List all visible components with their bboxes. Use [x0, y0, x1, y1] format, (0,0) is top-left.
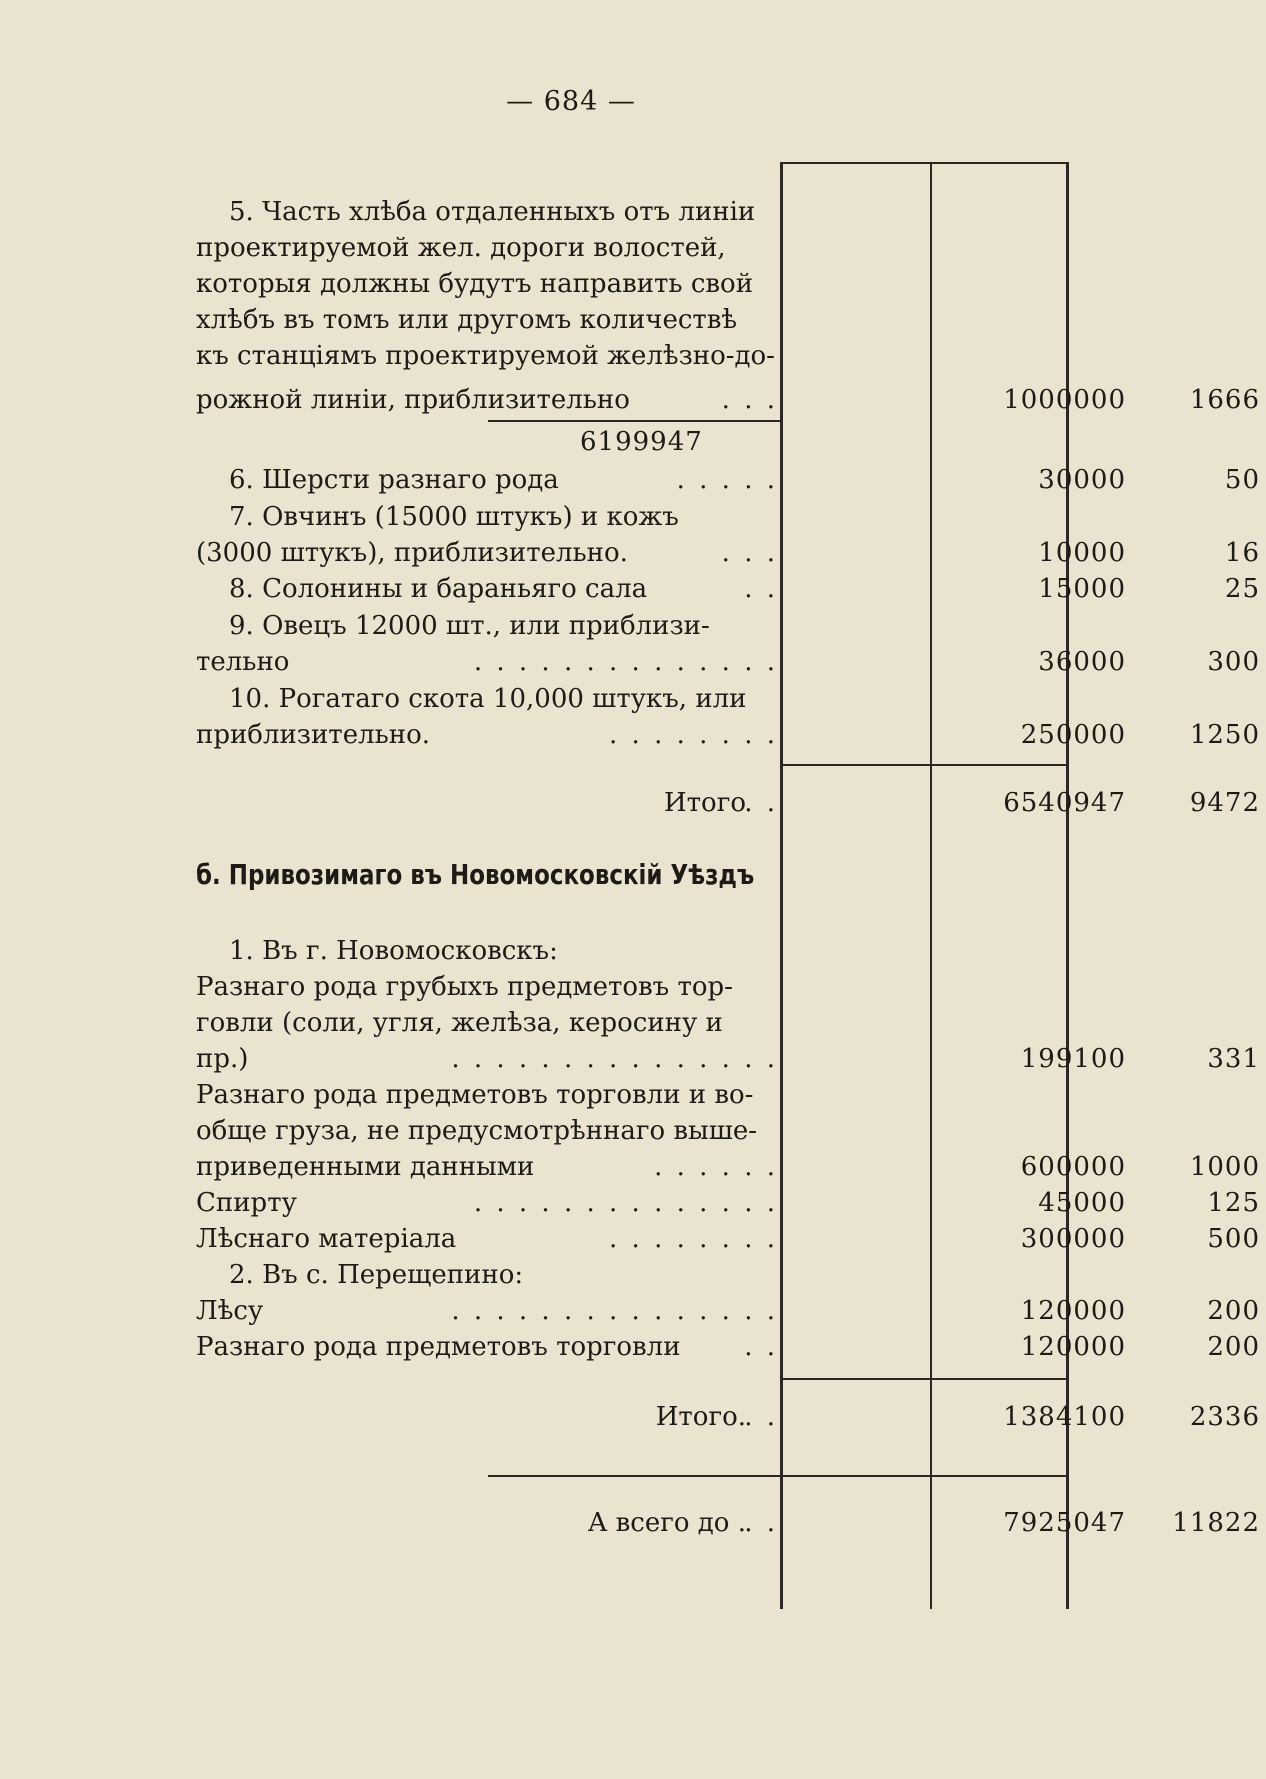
table-row	[196, 681, 1266, 717]
subtotal-carry: 6199947	[580, 427, 703, 457]
subtotal-carry-row	[196, 424, 1266, 460]
page-number: — 684 —	[506, 86, 636, 117]
leader-dots: . . . . . . . . . . . . . .	[473, 647, 778, 677]
row-text: 7. Овчинъ (15000 штукъ) и кожъ	[229, 502, 679, 532]
value-col1: 120000	[1020, 1332, 1126, 1362]
table-row	[196, 462, 1266, 498]
row-text: 1. Въ г. Новомосковскъ:	[229, 936, 558, 966]
grand-total-value-col2: 11822	[1172, 1508, 1260, 1538]
table-row	[196, 1077, 1266, 1113]
table-row	[196, 194, 1266, 230]
leader-dots: . . . . . . . .	[609, 1224, 778, 1254]
table-row	[196, 1113, 1266, 1149]
value-col1: 600000	[1020, 1152, 1126, 1182]
row-text: приблизительно.	[196, 720, 430, 750]
row-text: 9. Овецъ 12000 шт., или приблизи-	[229, 611, 710, 641]
row-text: Разнаго рода грубыхъ предметовъ тор-	[196, 972, 733, 1002]
row-text: обще груза, не предусмотрѣннаго выше-	[196, 1116, 758, 1146]
leader-dots: . . .	[721, 538, 778, 568]
row-text: Разнаго рода предметовъ торговли и во-	[196, 1080, 754, 1110]
table-row	[196, 338, 1266, 374]
leader-dots: . .	[744, 1508, 778, 1538]
leader-dots: . . . . . . . . . . . . . . .	[451, 1044, 778, 1074]
row-text: говли (соли, угля, желѣза, керосину и	[196, 1008, 723, 1038]
table-row	[196, 608, 1266, 644]
value-col2: 300	[1207, 647, 1260, 677]
leader-dots: . . . . . . . . . . . . . .	[473, 1188, 778, 1218]
total-rule-a	[780, 764, 1069, 766]
table-top-rule	[780, 162, 1069, 164]
table-row	[196, 1293, 1266, 1329]
value-col1: 15000	[1038, 574, 1126, 604]
section-heading: б. Привозимаго въ Новомосковскій Уѣздъ	[196, 858, 755, 891]
table-row	[196, 230, 1266, 266]
row-text: Разнаго рода предметовъ торговли	[196, 1332, 681, 1362]
table-row	[196, 1149, 1266, 1185]
row-text: 2. Въ с. Перещепино:	[229, 1260, 524, 1290]
value-col2: 331	[1207, 1044, 1260, 1074]
table-row	[196, 933, 1266, 969]
table-row	[196, 266, 1266, 302]
table-row	[196, 1257, 1266, 1293]
value-col2: 1250	[1189, 720, 1260, 750]
table-row	[196, 1185, 1266, 1221]
value-col2: 50	[1224, 465, 1260, 495]
total-row-b	[196, 1399, 1266, 1435]
value-col1: 120000	[1020, 1296, 1126, 1326]
leader-dots: . .	[744, 788, 778, 818]
row-text: Лѣснаго матеріала	[196, 1224, 457, 1254]
value-col2: 16	[1224, 538, 1260, 568]
total-value-col2: 2336	[1189, 1402, 1260, 1432]
value-col2: 25	[1224, 574, 1260, 604]
leader-dots: . . . . .	[676, 465, 778, 495]
table-row	[196, 1041, 1266, 1077]
value-col2: 1666	[1189, 385, 1260, 415]
row-text: которыя должны будутъ направить свой	[196, 269, 754, 299]
total-label: Итого	[664, 788, 746, 818]
value-col1: 30000	[1038, 465, 1126, 495]
grand-total-row	[196, 1505, 1266, 1541]
leader-dots: . . . . . . . .	[609, 720, 778, 750]
row-text: 8. Солонины и бараньяго сала	[229, 574, 648, 604]
grand-total-label: А всего до .	[587, 1508, 746, 1538]
subtotal-rule	[488, 420, 780, 422]
total-value-col1: 6540947	[1003, 788, 1126, 818]
total-value-col2: 9472	[1189, 788, 1260, 818]
row-text: 5. Часть хлѣба отдаленныхъ отъ линіи	[229, 197, 756, 227]
table-row	[196, 717, 1266, 753]
leader-dots: . .	[744, 1402, 778, 1432]
row-text: (3000 штукъ), приблизительно.	[196, 538, 628, 568]
value-col2: 200	[1207, 1332, 1260, 1362]
table-row	[196, 1221, 1266, 1257]
value-col2: 200	[1207, 1296, 1260, 1326]
row-text: Спирту	[196, 1188, 297, 1218]
row-text: 10. Рогатаго скота 10,000 штукъ, или	[229, 684, 747, 714]
column-rule-1	[780, 162, 783, 1609]
row-text: 6. Шерсти разнаго рода	[229, 465, 559, 495]
leader-dots: . . . . . .	[654, 1152, 778, 1182]
value-col2: 125	[1207, 1188, 1260, 1218]
table-row	[196, 644, 1266, 680]
total-label: Итого.	[655, 1402, 746, 1432]
row-text: рожной линіи, приблизительно	[196, 385, 630, 415]
leader-dots: . .	[744, 1332, 778, 1362]
total-value-col1: 1384100	[1003, 1402, 1126, 1432]
row-text: Лѣсу	[196, 1296, 264, 1326]
table-row	[196, 499, 1266, 535]
table-row	[196, 302, 1266, 338]
value-col1: 199100	[1020, 1044, 1126, 1074]
row-text: къ станціямъ проектируемой желѣзно-до-	[196, 341, 775, 371]
table-row	[196, 1005, 1266, 1041]
row-text: приведенными данными	[196, 1152, 535, 1182]
table-row	[196, 1329, 1266, 1365]
table-row	[196, 535, 1266, 571]
column-rule-3	[1066, 162, 1069, 1609]
leader-dots: . . .	[721, 385, 778, 415]
value-col1: 1000000	[1003, 385, 1126, 415]
value-col2: 1000	[1189, 1152, 1260, 1182]
value-col1: 45000	[1038, 1188, 1126, 1218]
value-col1: 250000	[1020, 720, 1126, 750]
row-text: тельно	[196, 647, 290, 677]
table-row	[196, 571, 1266, 607]
column-rule-2	[930, 162, 932, 1609]
value-col1: 36000	[1038, 647, 1126, 677]
table-row	[196, 969, 1266, 1005]
grand-total-value-col1: 7925047	[1003, 1508, 1126, 1538]
value-col1: 300000	[1020, 1224, 1126, 1254]
total-row-a	[196, 785, 1266, 821]
row-text: проектируемой жел. дороги волостей,	[196, 233, 726, 263]
grand-total-rule	[488, 1475, 1069, 1477]
row-text: пр.)	[196, 1044, 249, 1074]
total-rule-b	[780, 1378, 1069, 1380]
table-row	[196, 382, 1266, 418]
leader-dots: . . . . . . . . . . . . . . .	[451, 1296, 778, 1326]
value-col1: 10000	[1038, 538, 1126, 568]
leader-dots: . .	[744, 574, 778, 604]
value-col2: 500	[1207, 1224, 1260, 1254]
row-text: хлѣбъ въ томъ или другомъ количествѣ	[196, 305, 738, 335]
